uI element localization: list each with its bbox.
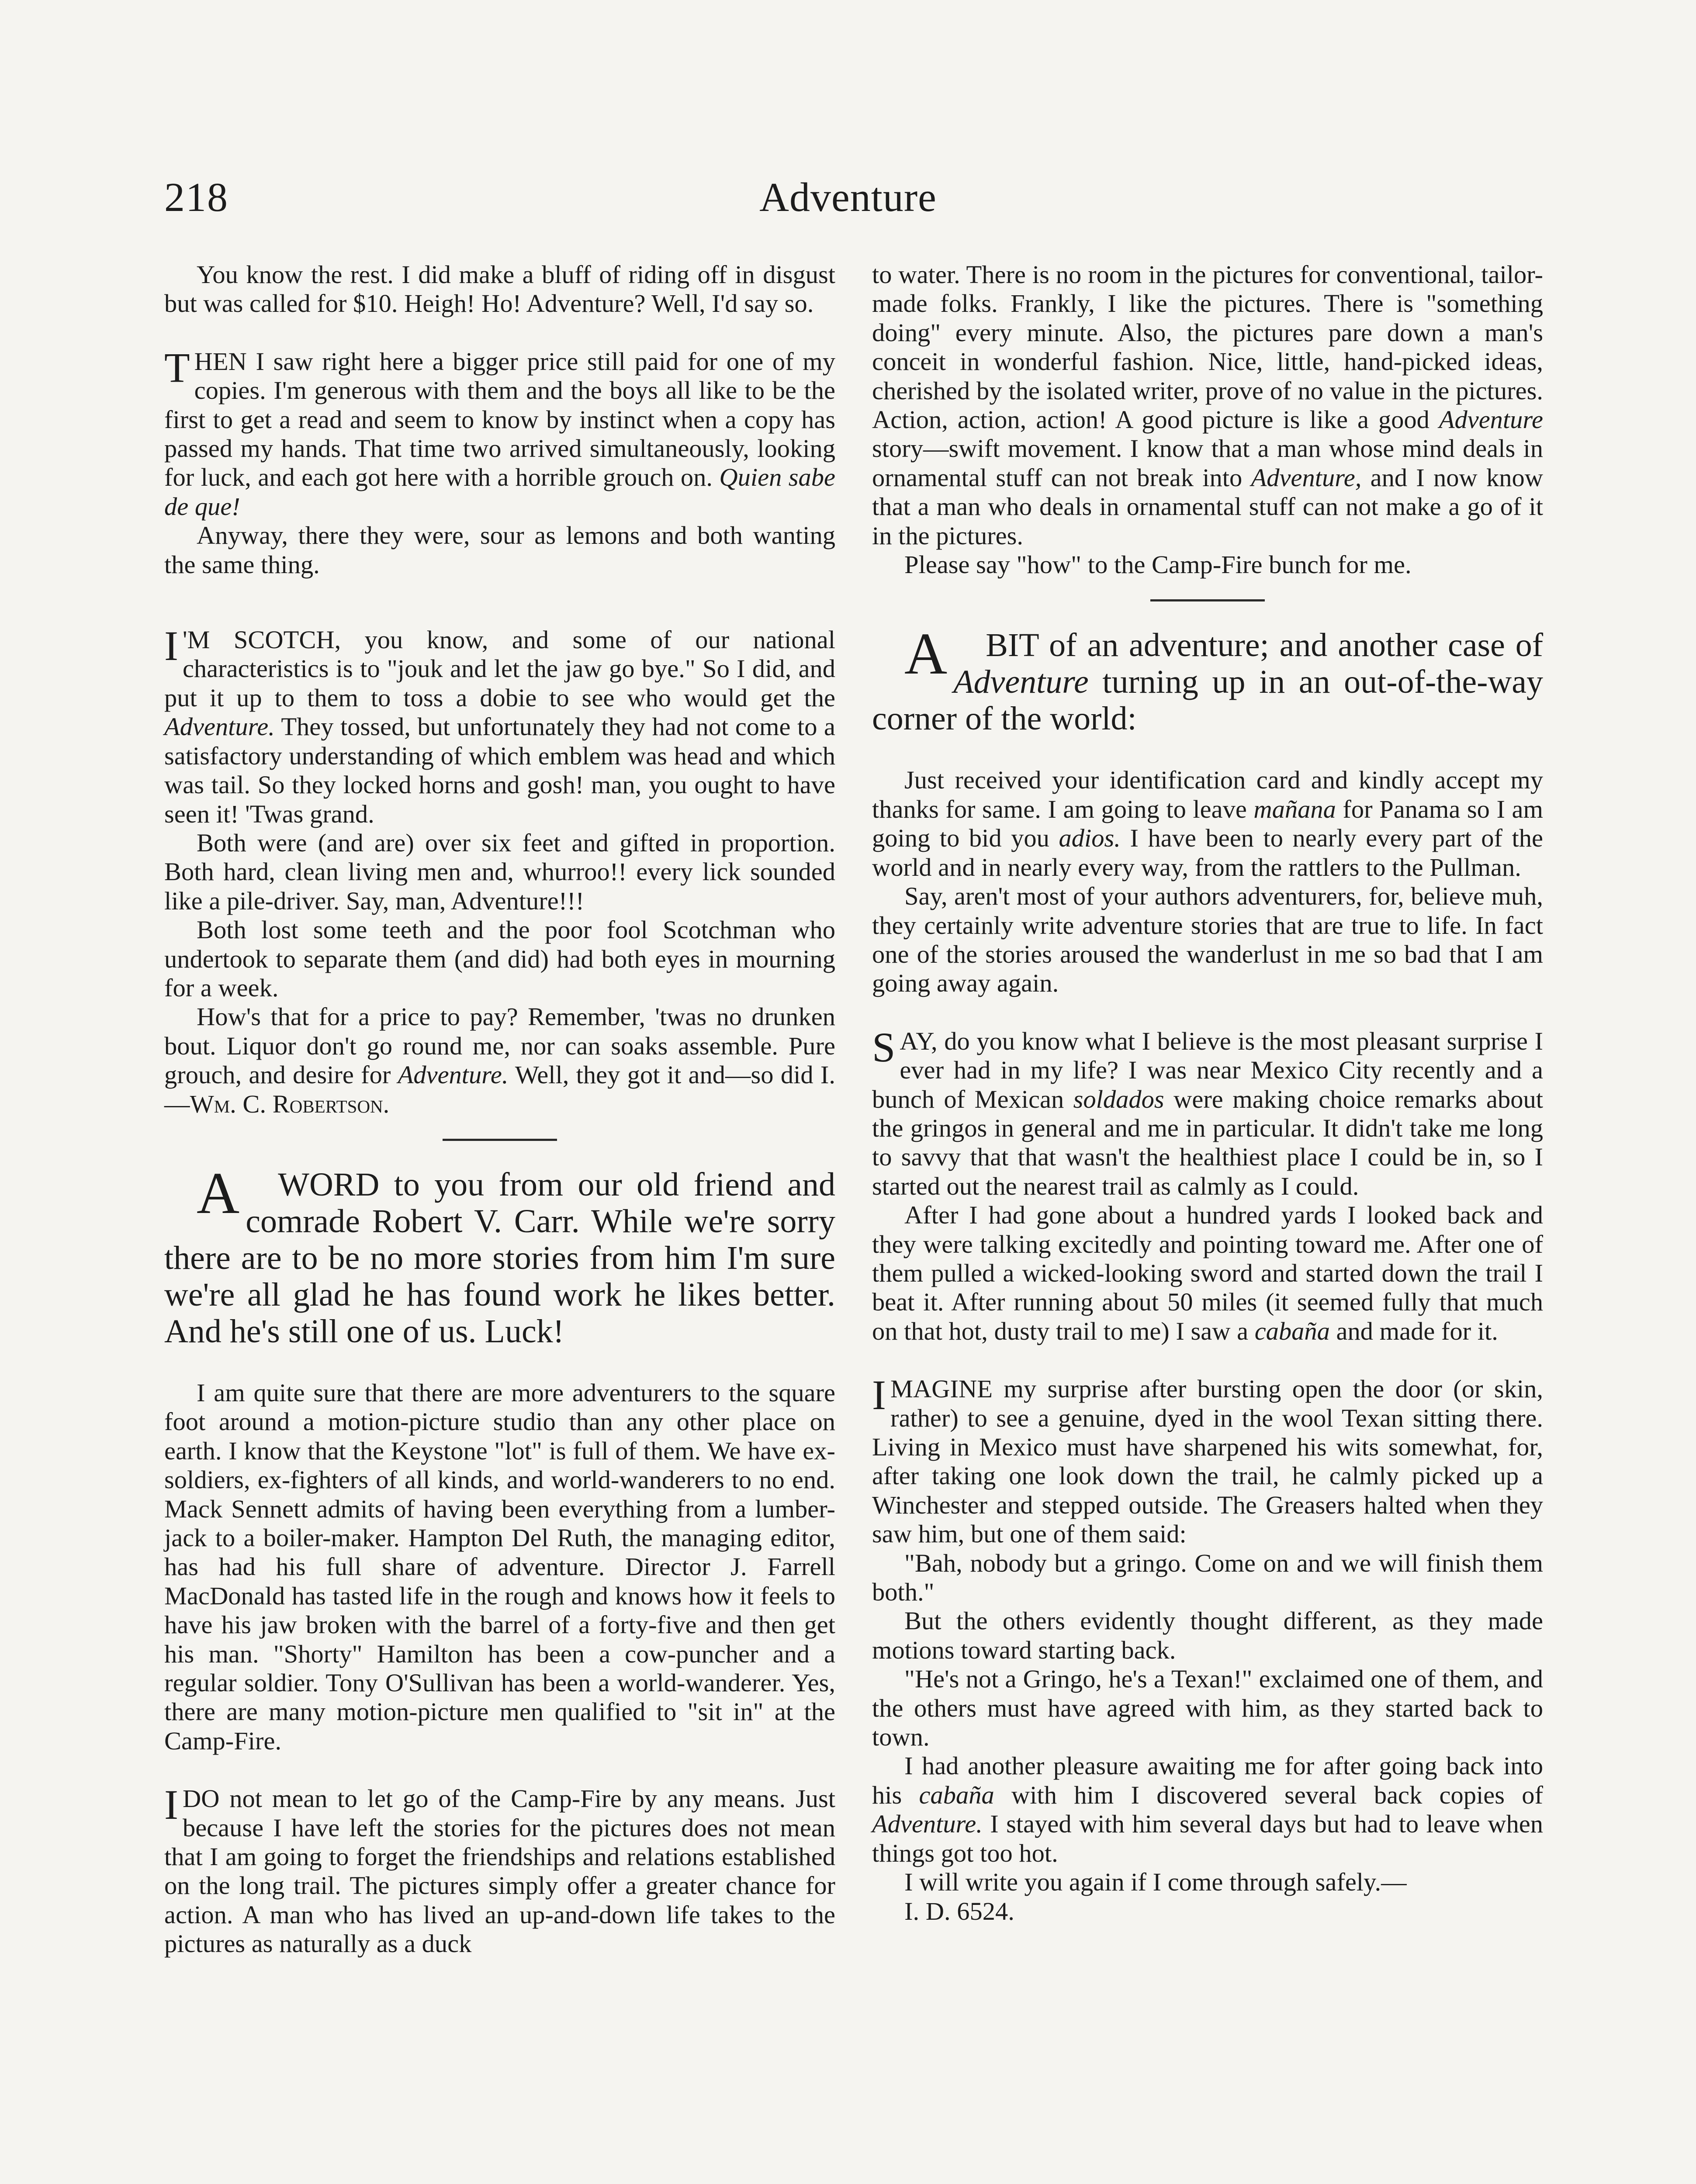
drop-cap: I xyxy=(164,1781,178,1828)
paragraph: I had another pleasure awaiting me for after going back into his cabaña with him I discovered several back copies of Adventure. I stayed with him several days but had to leave when things got too hot. xyxy=(872,1752,1543,1867)
left-column xyxy=(164,260,835,1959)
paragraph: SAY, do you know what I believe is the most pleasant surprise I ever had in my life? I was near Mexico City recently and a bunch of Mexican soldados were making choice remarks about the gringos in general and me in particular. It didn't take me long to savvy that that wasn't the healthiest place I could be in, so I started out the nearest trail as calmly as I could. xyxy=(872,1023,1543,1200)
paragraph: "He's not a Gringo, he's a Texan!" exclaimed one of them, and the others must have agreed with him, as they started back to town. xyxy=(872,1665,1543,1752)
paragraph: How's that for a price to pay? Remember, 'twas no drunken bout. Liquor don't go round me, nor can soaks assemble. Pure grouch, and desire for Adventure. Well, they got it and—so did I.—Wm. C. Robertson. xyxy=(164,1002,835,1118)
paragraph: I am quite sure that there are more adventurers to the square foot around a motion-picture studio than any other place on earth. I know that the Keystone "lot" is full of them. We have ex-soldiers, ex-fighters of all kinds, and world-wanderers to no end. Mack Sennett admits of having been everything from a lumber-jack to a boiler-maker. Hampton Del Ruth, the managing editor, has had his full share of adventure. Director J. Farrell MacDonald has tasted life in the rough and knows how it feels to have his jaw broken with the barrel of a forty-five and then get his man. "Shorty" Hamilton has been a cow-puncher and a regular soldier. Tony O'Sullivan has been a world-wanderer. Yes, there are many motion-picture men qualified to "sit in" at the Camp-Fire. xyxy=(164,1378,835,1755)
drop-cap: A xyxy=(197,1160,240,1226)
paragraph: Just received your identification card and kindly accept my thanks for same. I am going to leave mañana for Panama so I am going to bid you adios. I have been to nearly every part of the world and in nearly every way, from the rattlers to the Pullman. xyxy=(872,766,1543,881)
page-number: 218 xyxy=(164,175,228,220)
drop-cap: T xyxy=(164,344,190,391)
paragraph: After I had gone about a hundred yards I looked back and they were talking excitedly and pointing toward me. After one of them pulled a wicked-looking sword and started down the trail I beat it. After running about 50 miles (it seemed fully that much on that hot, dusty trail to me) I saw a cabaña and made for it. xyxy=(872,1201,1543,1345)
paragraph: You know the rest. I did make a bluff of riding off in disgust but was called for $10. Heigh! Ho! Adventure? Well, I'd say so. xyxy=(164,260,835,318)
paragraph: I 'M SCOTCH, you know, and some of our national characteristics is to "jouk and let the jaw go bye." So I did, and put it up to them to toss a dobie to see who would get the Adventure. They tossed, but unfortunately they had not come to a satisfactory understanding of which emblem was head and which was tail. So they locked horns and gosh! man, you ought to have seen it! 'Twas grand. xyxy=(164,622,835,828)
signature: I. D. 6524. xyxy=(904,1897,1014,1925)
drop-cap: I xyxy=(164,622,178,670)
paragraph: I will write you again if I come through safely.— xyxy=(904,1868,1407,1897)
paragraph: "Bah, nobody but a gringo. Come on and we will finish them both." xyxy=(872,1548,1543,1607)
editor-intro: A WORD to you from our old friend and comrade Robert V. Carr. While we're sorry there are to be no more stories from him I'm sure we're all glad he has found work he likes better. And he's still one of us. Luck! xyxy=(164,1160,835,1350)
drop-cap: A xyxy=(904,621,948,687)
magazine-title: Adventure xyxy=(759,175,937,220)
paragraph: Both lost some teeth and the poor fool Scotchman who undertook to separate them (and did) had both eyes in mourning for a week. xyxy=(164,916,835,1002)
paragraph: Say, aren't most of your authors adventurers, for, believe muh, they certainly write adventure stories that are true to life. In fact one of the stories aroused the wanderlust in me so bad that I am going away again. xyxy=(872,882,1543,998)
paragraph: IMAGINE my surprise after bursting open the door (or skin, rather) to see a genuine, dyed in the wool Texan sitting there. Living in Mexico must have sharpened his wits somewhat, for, after taking one look down the trail, he calmly picked up a Winchester and stepped outside. The Greasers halted when they saw him, but one of them said: xyxy=(872,1372,1543,1548)
section-divider xyxy=(443,1139,557,1141)
signature: Wm. C. Robertson. xyxy=(190,1089,390,1118)
drop-cap: S xyxy=(872,1023,896,1071)
paragraph: But the others evidently thought different, as they made motions toward starting back. xyxy=(872,1607,1543,1664)
right-column xyxy=(872,260,1543,1926)
page-header xyxy=(164,174,1532,231)
paragraph: Both were (and are) over six feet and gifted in proportion. Both hard, clean living men and, whurroo!! every lick sounded like a pile-driver. Say, man, Adventure!!! xyxy=(164,828,835,915)
paragraph: I DO not mean to let go of the Camp-Fire by any means. Just because I have left the stories for the pictures does not mean that I am going to forget the friendships and relations established on the long trail. The pictures simply offer a greater chance for action. A man who has lived an up-and-down life takes to the pictures as naturally as a duck xyxy=(164,1781,835,1958)
paragraph: to water. There is no room in the pictures for conventional, tailor-made folks. Frankly, I like the pictures. There is "something doing" every minute. Also, the pictures pare down a man's conceit in wonderful fashion. Nice, little, hand-picked ideas, cherished by the isolated writer, prove of no value in the pictures. Action, action, action! A good picture is like a good Adventure story—swift movement. I know that a man whose mind deals in ornamental stuff can not break into Adventure, and I now know that a man who deals in ornamental stuff can not make a go of it in the pictures. xyxy=(872,260,1543,550)
section-divider xyxy=(1150,599,1265,601)
editor-intro: A BIT of an adventure; and another case of Adventure turning up in an out-of-the-way corner of the world: xyxy=(872,621,1543,737)
paragraph: Anyway, there they were, sour as lemons and both wanting the same thing. xyxy=(164,521,835,579)
paragraph: Please say "how" to the Camp-Fire bunch for me. xyxy=(904,550,1412,579)
drop-cap: I xyxy=(872,1372,886,1419)
paragraph: THEN I saw right here a bigger price still paid for one of my copies. I'm generous with them and the boys all like to be the first to get a read and seem to know by instinct when a copy has passed my hands. That time two arrived simultaneously, looking for luck, and each got here with a horrible grouch on. Quien sabe de que! xyxy=(164,344,835,521)
